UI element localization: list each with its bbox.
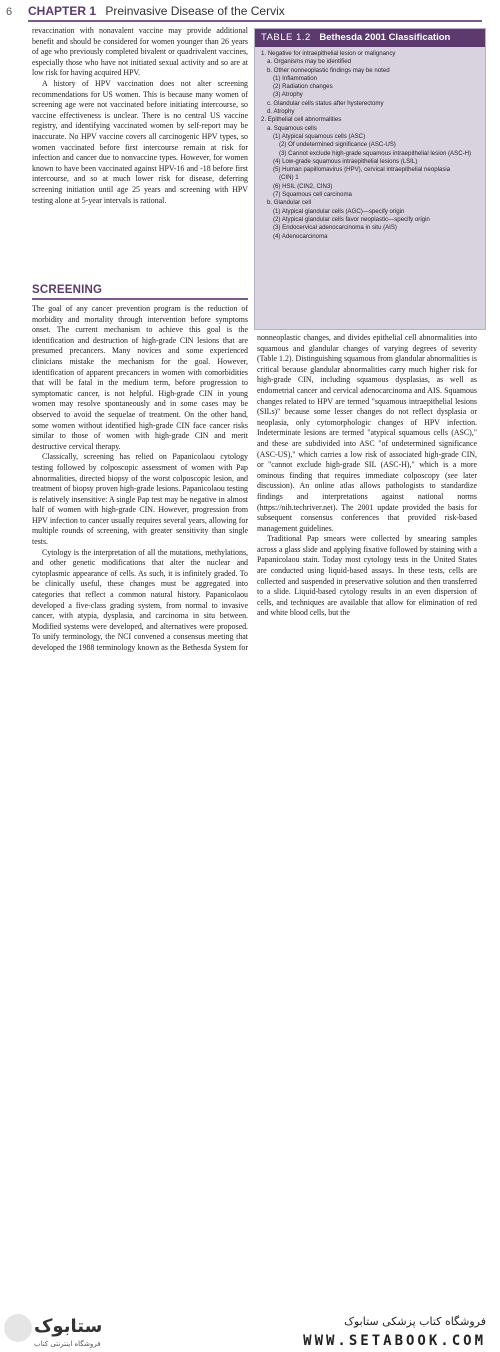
table-row: (3) Endocervical adenocarcinoma in situ (AIS)	[273, 224, 397, 232]
table-label: TABLE 1.2	[261, 32, 311, 43]
table-row: (7) Squamous cell carcinoma	[273, 191, 352, 199]
paragraph: revaccination with nonavalent vaccine may provide additional benefit and should be considered for women younger than 26 years of age who previously completed bivalent or quadrivalent vaccines, especially those who have not initiated sexual activity and so are at low risk for having acquired HPV.	[32, 26, 248, 78]
logo-subtext: فروشگاه اینترنتی کتاب	[34, 1340, 101, 1348]
paragraph: A history of HPV vaccination does not alter screening recommendations for US women. This is because many women of screening age were not vaccinated before initiating intercourse, so vaccine effectiveness is unclear. There is no central US vaccine registry, and identifying vaccinated women by self-report may be inaccurate. No HPV vaccine covers all carcinogenic HPV types, so women vaccinated before first intercourse remain at risk for infection and cancer due to nonvaccine types. However, for women known to have been vaccinated against HPV-16 and -18 before first intercourse, and so at much lower risk for disease, deferring screening initiation until age 25 years and screening with HPV testing alone at 5-year intervals is rational.	[32, 78, 248, 205]
table-row: (4) Low-grade squamous intraepithelial lesions (LSIL)	[273, 157, 418, 165]
setabook-logo	[4, 1312, 124, 1352]
table-row: (1) Atypical glandular cells (AGC)—specify origin	[273, 207, 405, 215]
shop-name: فروشگاه کتاب پزشکی ستابوک	[344, 1315, 486, 1328]
table-row: b. Glandular cell	[267, 199, 312, 207]
table-bethesda	[254, 28, 486, 330]
running-head	[28, 4, 285, 18]
paragraph: Cytology is the interpretation of all the mutations, methylations, and other genetic modifications that alter the nuclear and cytoplasmic appearance of cells. As such, it is infinitely graded. To be clinically useful, these changes must be aggregated into categories that reflect a common natural history. Papanicolaou developed a five-class grading system, from normal to invasive cancer, with atypia, dysplasia, and carcinoma in situ between. Modified systems were developed, and alternatives were proposed. To unify terminology, the NCI convened a consensus meeting that developed the 1988 terminology known as the Bethesda System for	[32, 547, 248, 652]
table-row: b. Other nonneoplastic findings may be noted	[267, 66, 390, 74]
left-column-bottom	[32, 304, 248, 664]
table-row: (1) Atypical squamous cells (ASC)	[273, 132, 366, 140]
watermark-footer	[0, 655, 500, 1349]
table-row: (4) Adenocarcinoma	[273, 232, 328, 240]
table-title: Bethesda 2001 Classification	[319, 32, 451, 43]
shop-url[interactable]: WWW.SETABOOK.COM	[303, 1333, 486, 1349]
table-row: (5) Human papillomavirus (HPV), cervical intraepithelial neoplasia	[273, 166, 451, 174]
chapter-title: Preinvasive Disease of the Cervix	[105, 4, 285, 18]
table-row: (1) Inflammation	[273, 74, 318, 82]
table-row: (CIN) 1	[279, 174, 299, 182]
table-row: (3) Atrophy	[273, 91, 303, 99]
table-title-bar	[255, 29, 485, 47]
paragraph: Traditional Pap smears were collected by smearing samples across a glass slide and applying fixative followed by staining with a Papanicolaou stain. Today most cytology tests in the United States are conducted using liquid-based assays. In these tests, cells are collected and suspended in preservative solution and then transferred to a slide. Liquid-based cytology results in an even dispersion of cells, and techniques are available that allow for elimination of red and white blood cells, but the	[257, 534, 477, 618]
paragraph: The goal of any cancer prevention program is the reduction of morbidity and mortality through intervention before symptoms onset. The current mechanism to achieve this goal is the identification and destruction of high-grade CIN lesions that are presumed precancers. Many novices and some experienced clinicians mistake the mechanism for the goal. However, identification of apparent precancers in women with comorbidities that will be fatal in the medium term, before progression to symptomatic cancer, is not helpful. High-grade CIN in young women may resolve spontaneously and in some cases may be observed to avoid the sequelae of treatment. On the other hand, some women without identified high-grade CIN face cancer risks similar to those of women with high-grade CIN and merit destructive cervical therapy.	[32, 304, 248, 451]
table-row: 2. Epithelial cell abnormalities	[261, 116, 342, 124]
section-rule	[32, 298, 248, 300]
left-column-top	[32, 26, 248, 206]
section-heading: SCREENING	[32, 284, 103, 296]
logo-circle-icon	[4, 1314, 32, 1342]
table-row: 1. Negative for intraepithelial lesion or malignancy	[261, 50, 396, 57]
table-body	[255, 47, 485, 241]
table-row: (2) Radiation changes	[273, 83, 333, 91]
paragraph: nonneoplastic changes, and divides epithelial cell abnormalities into squamous and glandular changes of varying degrees of severity (Table 1.2). Distinguishing squamous from glandular abnormalities is critical because glandular abnormalities carry much higher risk for high-grade CIN, including squamous dysplasias, as well as endometrial cancer and cervical adenocarcinoma and AIS. Squamous changes related to HPV are termed "squamous intraepithelial lesions (SILs)" because some lesser changes do not reflect dysplasia or neoplasia, only cytomorphologic changes of HPV infection. Indeterminate lesions are termed "atypical squamous cells (ASC)," and these are subdivided into ASC "of undetermined significance (ASC-US)," which carries a low risk of associated high-grade CIN, or "cannot exclude high-grade SIL (ASC-H)," which is a more ominous finding that requires immediate colposcopy (see later discussion). An online atlas allows pathologists to standardize findings and interpretations against national norms (https://nih.techriver.net). The 2001 update provided the basis for subsequent consensus conferences that provided risk-based management guidelines.	[257, 333, 477, 533]
right-column	[257, 333, 477, 619]
table-row: a. Squamous cells	[267, 124, 317, 132]
chapter-label: CHAPTER 1	[28, 4, 97, 18]
table-row: (3) Cannot exclude high-grade squamous intraepithelial lesion (ASC-H)	[279, 149, 472, 157]
table-row: (6) HSIL (CIN2, CIN3)	[273, 182, 333, 190]
table-row: (2) Of undetermined significance (ASC-US)	[279, 141, 396, 149]
table-row: d. Atrophy	[267, 108, 295, 116]
paragraph: Classically, screening has relied on Papanicolaou cytology testing followed by colposcopic assessment of women with Pap abnormalities, directed biopsy of the worst colposcopic lesion, and treatment of biopsy proven high-grade lesions. Papanicolaou testing is relatively insensitive: A single Pap test may be negative in almost half of women with high-grade CIN. However, progression from HPV infection to cancer usually requires several years, allowing for multiple rounds of screening, with greater sensitivity than single tests.	[32, 452, 248, 547]
table-row: a. Organisms may be identified	[267, 58, 351, 66]
logo-text: ستابوک	[34, 1316, 103, 1337]
table-row: (2) Atypical glandular cells favor neoplastic—specify origin	[273, 215, 430, 223]
header-rule	[28, 20, 482, 22]
page-number: 6	[6, 6, 13, 18]
table-row: c. Glandular cells status after hysterectomy	[267, 99, 384, 107]
